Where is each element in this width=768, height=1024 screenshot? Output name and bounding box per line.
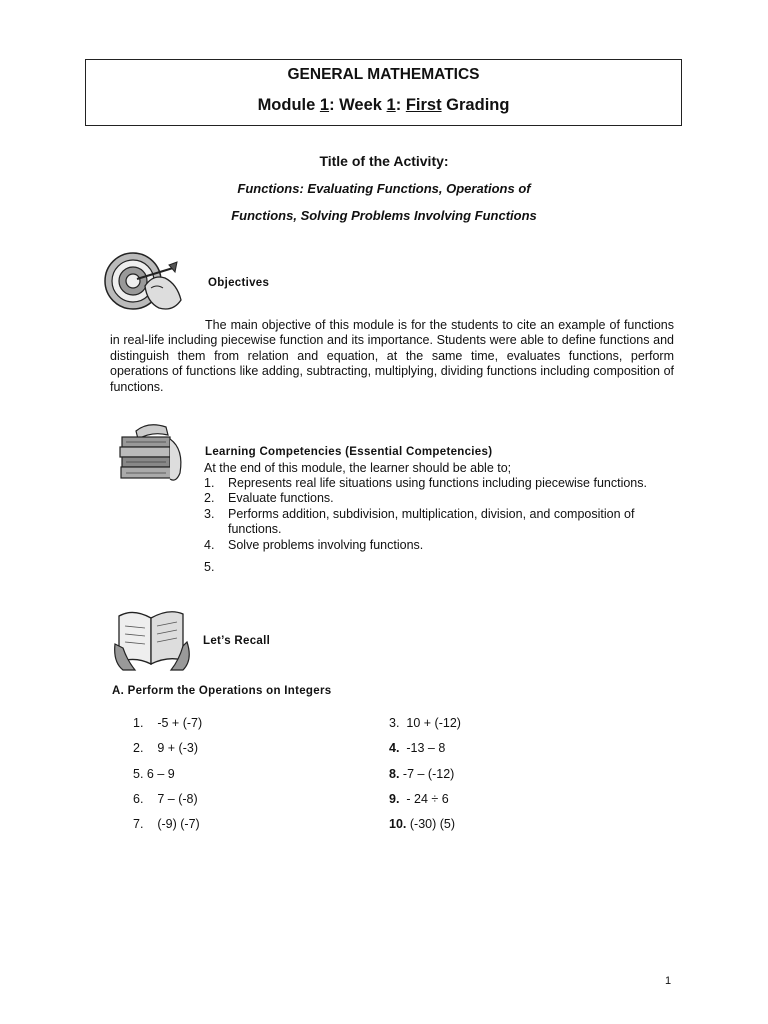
list-item: 2. Evaluate functions. bbox=[204, 491, 334, 506]
operation-item: 10. (-30) (5) bbox=[389, 817, 456, 831]
open-book-icon bbox=[113, 604, 193, 672]
module-week-line: Module 1: Week 1: First Grading bbox=[257, 96, 510, 114]
operation-item: 1. -5 + (-7) bbox=[133, 716, 203, 730]
competencies-list: 1. Represents real life situations using functions including piecewise functions. 2. Evaluate functions. 3. Performs addition, subdivision, multiplication, division, and composition of functions. 4. Solve problems involving functions. 5. bbox=[204, 476, 679, 560]
list-item: 4. Solve problems involving functions. bbox=[204, 537, 424, 552]
operation-item: 2. 9 + (-3) bbox=[133, 741, 198, 755]
subject-title: GENERAL MATHEMATICS bbox=[287, 66, 480, 83]
objectives-heading: Objectives bbox=[208, 277, 270, 289]
target-icon bbox=[103, 250, 185, 314]
operations-heading: A. Perform the Operations on Integers bbox=[112, 685, 332, 697]
activity-title-line-1: Functions: Evaluating Functions, Operations of bbox=[237, 181, 531, 196]
operation-item: 3. 10 + (-12) bbox=[389, 716, 461, 730]
list-item: 3. Performs addition, subdivision, multiplication, division, and composition of functions. bbox=[204, 506, 635, 537]
list-item: 1. Represents real life situations using functions including piecewise functions. bbox=[204, 476, 647, 490]
operation-item: 8. -7 – (-12) bbox=[389, 767, 455, 781]
activity-title-label: Title of the Activity: bbox=[319, 153, 449, 169]
operation-item: 5. 6 – 9 bbox=[133, 767, 175, 781]
competencies-intro: At the end of this module, the learner should be able to; bbox=[204, 461, 512, 475]
books-icon bbox=[118, 423, 188, 489]
objectives-paragraph: The main objective of this module is for the students to cite an example of functions in real-life including piecewise function and its importance. Students were able to define functions and distinguish them from relation and equation, at the same time, evaluates functions, perform operations of functions like adding, subtracting, multiplying, dividing functions including composition of functions. bbox=[110, 318, 674, 394]
operation-item: 4. -13 – 8 bbox=[389, 741, 446, 755]
operation-item: 9. - 24 ÷ 6 bbox=[389, 792, 449, 806]
page-number: 1 bbox=[665, 975, 672, 987]
recall-heading: Let’s Recall bbox=[203, 635, 271, 647]
operation-item: 7. (-9) (-7) bbox=[133, 817, 200, 831]
operation-item: 6. 7 – (-8) bbox=[133, 792, 198, 806]
activity-title-line-2: Functions, Solving Problems Involving Functions bbox=[231, 208, 537, 223]
competencies-heading: Learning Competencies (Essential Competencies) bbox=[205, 446, 493, 458]
